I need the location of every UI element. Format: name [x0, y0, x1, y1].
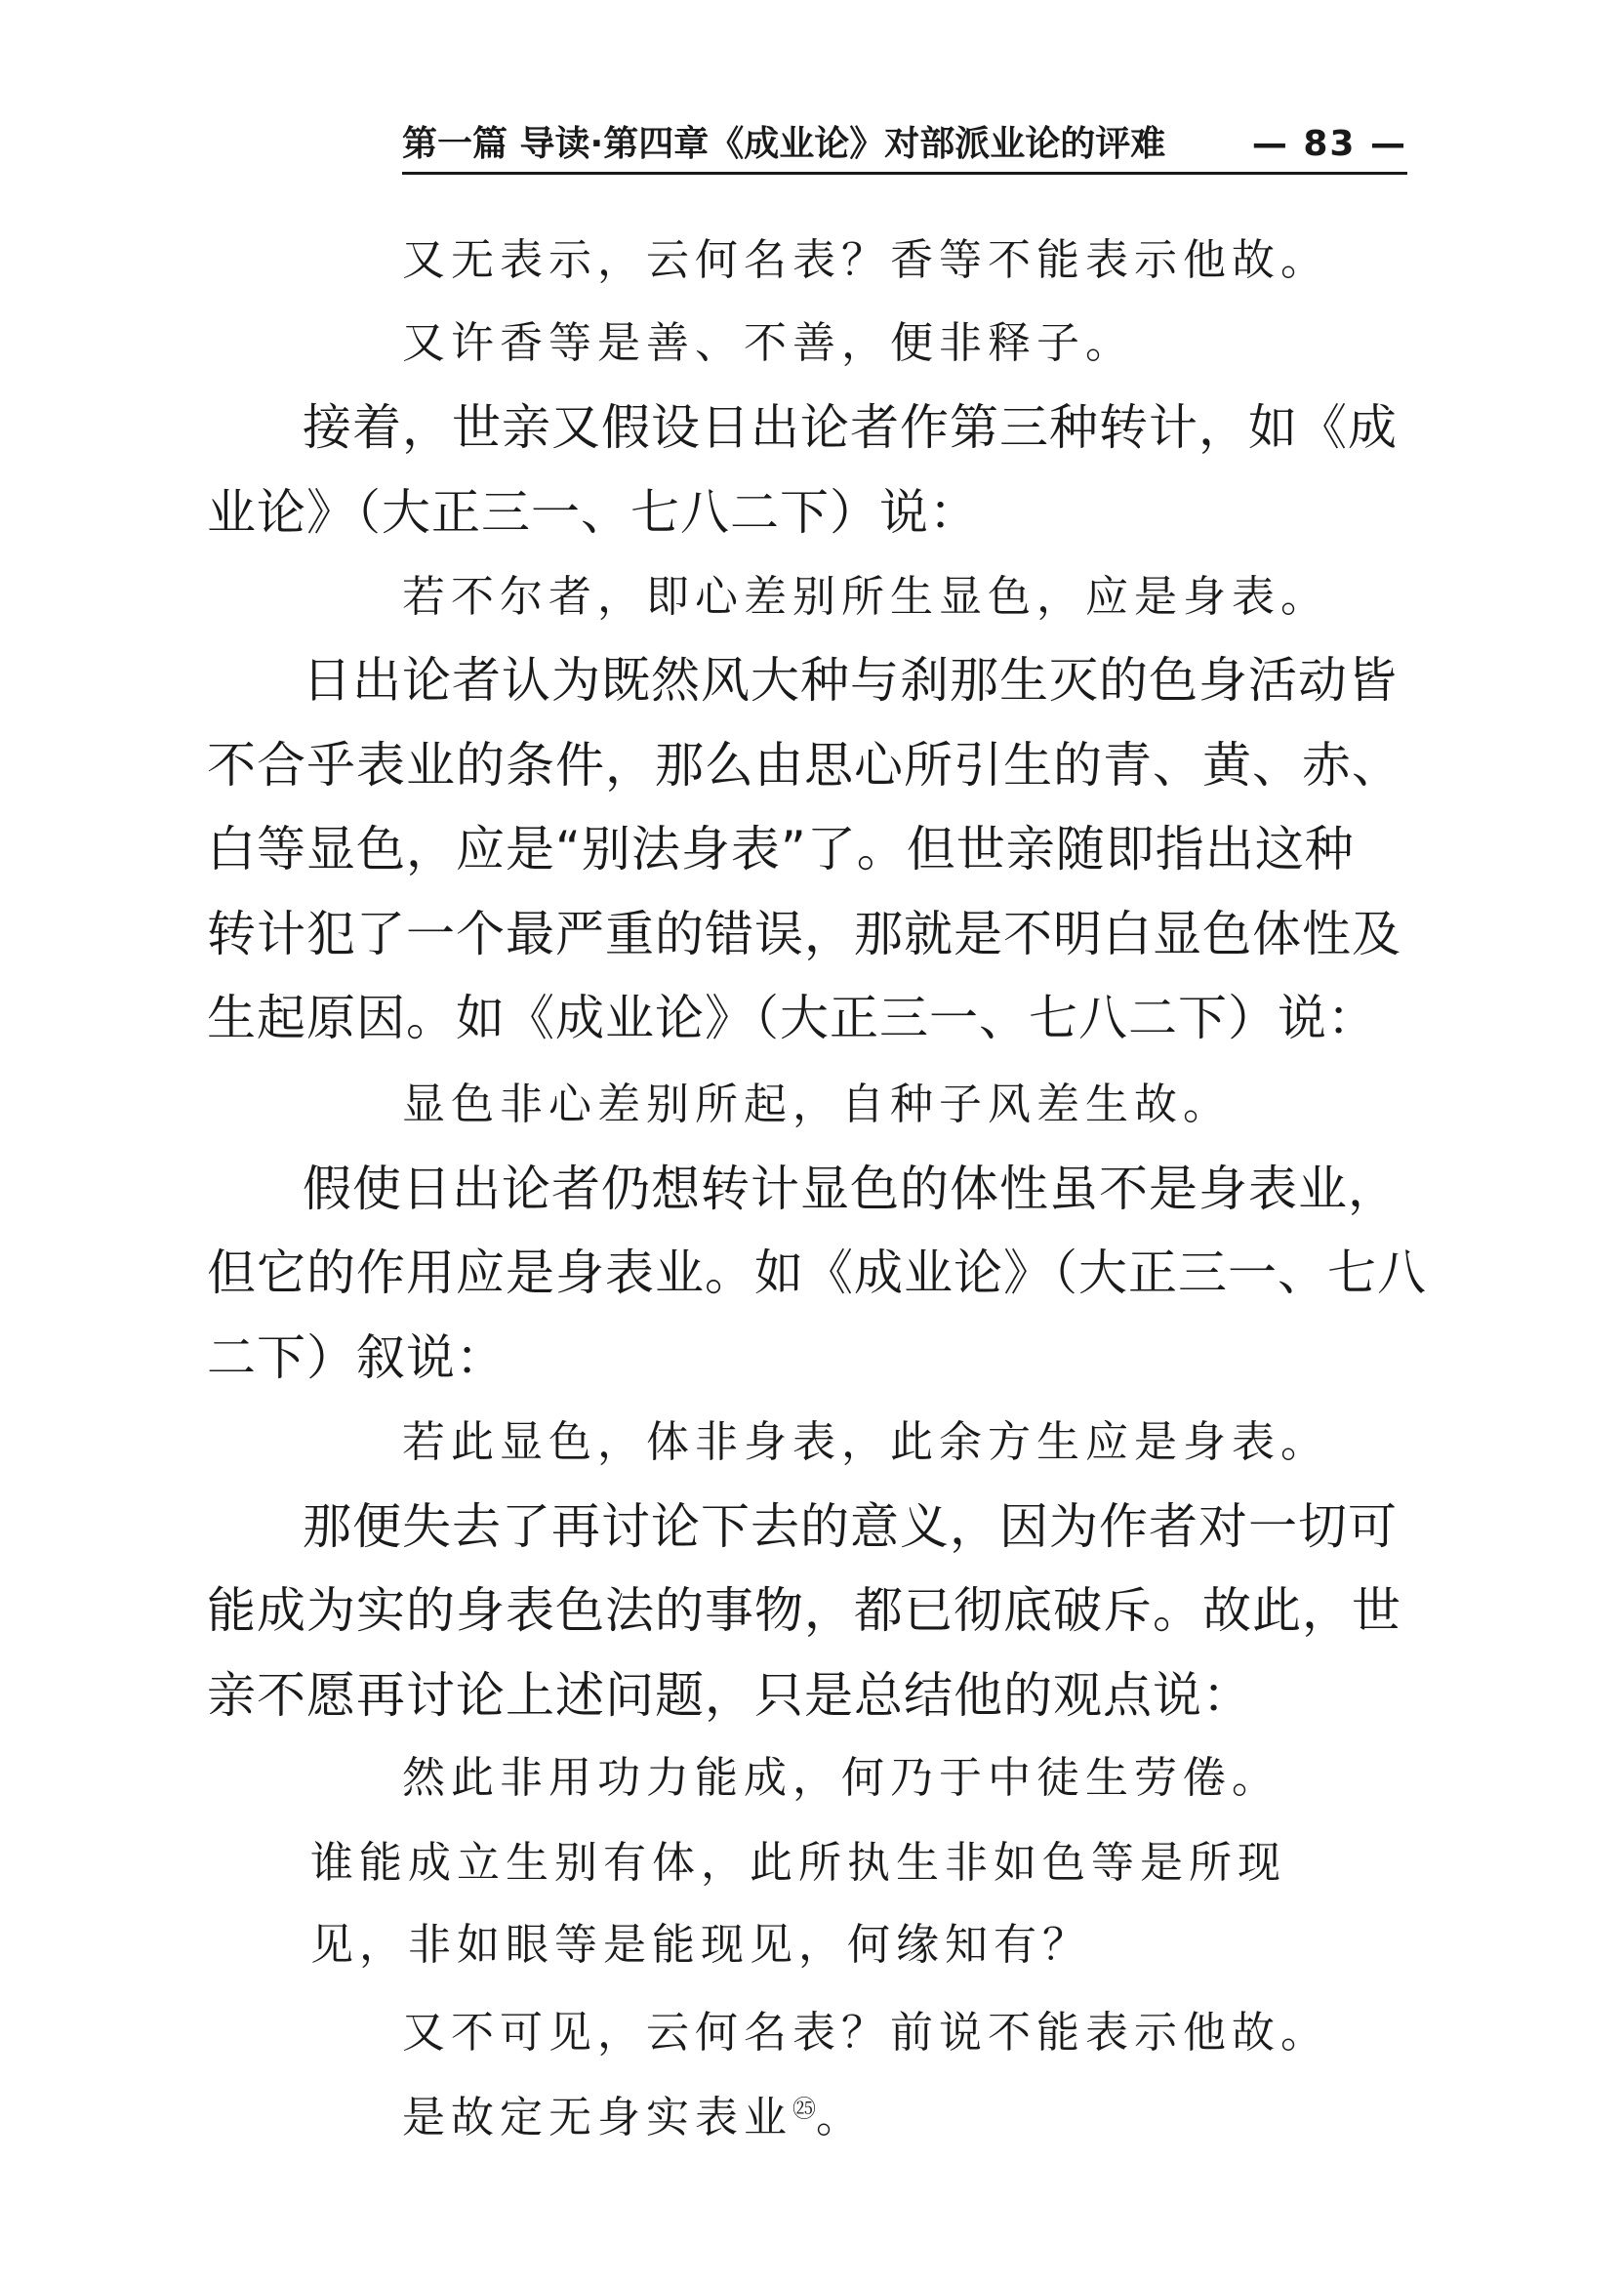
paragraph-line: 不合乎表业的条件，那么由思心所引生的青、黄、赤、: [207, 737, 1401, 794]
quote-line: 显色非心差别所起，自种子风差生故。: [402, 1080, 1232, 1129]
chapter-title: 第一篇 导读·第四章《成业论》对部派业论的评难: [402, 124, 1166, 164]
paragraph-line: 假使日出论者仍想转计显色的体性虽不是身表业，: [303, 1161, 1398, 1217]
quote-line: 谁能成立生别有体，此所执生非如色等是所现: [310, 1838, 1286, 1888]
paragraph-line: 接着，世亲又假设日出论者作第三种转计，如《成: [303, 399, 1398, 456]
paragraph-line: 白等显色，应是“别法身表”了。但世亲随即指出这种: [207, 821, 1355, 877]
quote-line: 又不可见，云何名表？前说不能表示他故。: [402, 2008, 1329, 2058]
paragraph-line: 但它的作用应是身表业。如《成业论》（大正三一、七八: [207, 1244, 1427, 1301]
running-header: [402, 117, 1407, 175]
paragraph-line: 二下）叙说：: [207, 1329, 506, 1386]
paragraph-line: 业论》（大正三一、七八二下）说：: [207, 484, 979, 541]
paragraph-line: 转计犯了一个最严重的错误，那就是不明白显色体性及: [207, 906, 1401, 962]
quote-final-text: 是故定无身实表业: [402, 2093, 792, 2142]
quote-line: 见，非如眼等是能现见，何缘知有？: [310, 1920, 1091, 1970]
quote-line: 又无表示，云何名表？香等不能表示他故。: [402, 235, 1329, 285]
quote-line: 若此显色，体非身表，此余方生应是身表。: [402, 1417, 1329, 1467]
page-number: — 83 —: [1251, 124, 1407, 164]
paragraph-line: 能成为实的身表色法的事物，都已彻底破斥。故此，世: [207, 1582, 1401, 1639]
quote-line: 又许香等是善、不善，便非释子。: [402, 318, 1134, 368]
quote-line: 若不尔者，即心差别所生显色，应是身表。: [402, 572, 1329, 622]
paragraph-line: 日出论者认为既然风大种与刹那生灭的色身活动皆: [303, 652, 1398, 709]
quote-line-final: [402, 2093, 865, 2142]
paragraph-line: 那便失去了再讨论下去的意义，因为作者对一切可: [303, 1498, 1398, 1555]
paragraph-line: 亲不愿再讨论上述问题，只是总结他的观点说：: [207, 1667, 1252, 1724]
paragraph-line: 生起原因。如《成业论》（大正三一、七八二下）说：: [207, 990, 1377, 1046]
footnote-marker[interactable]: ㉕: [792, 2095, 816, 2123]
quote-line: 然此非用功力能成，何乃于中徒生劳倦。: [402, 1753, 1280, 1803]
quote-final-punct: 。: [816, 2093, 865, 2142]
